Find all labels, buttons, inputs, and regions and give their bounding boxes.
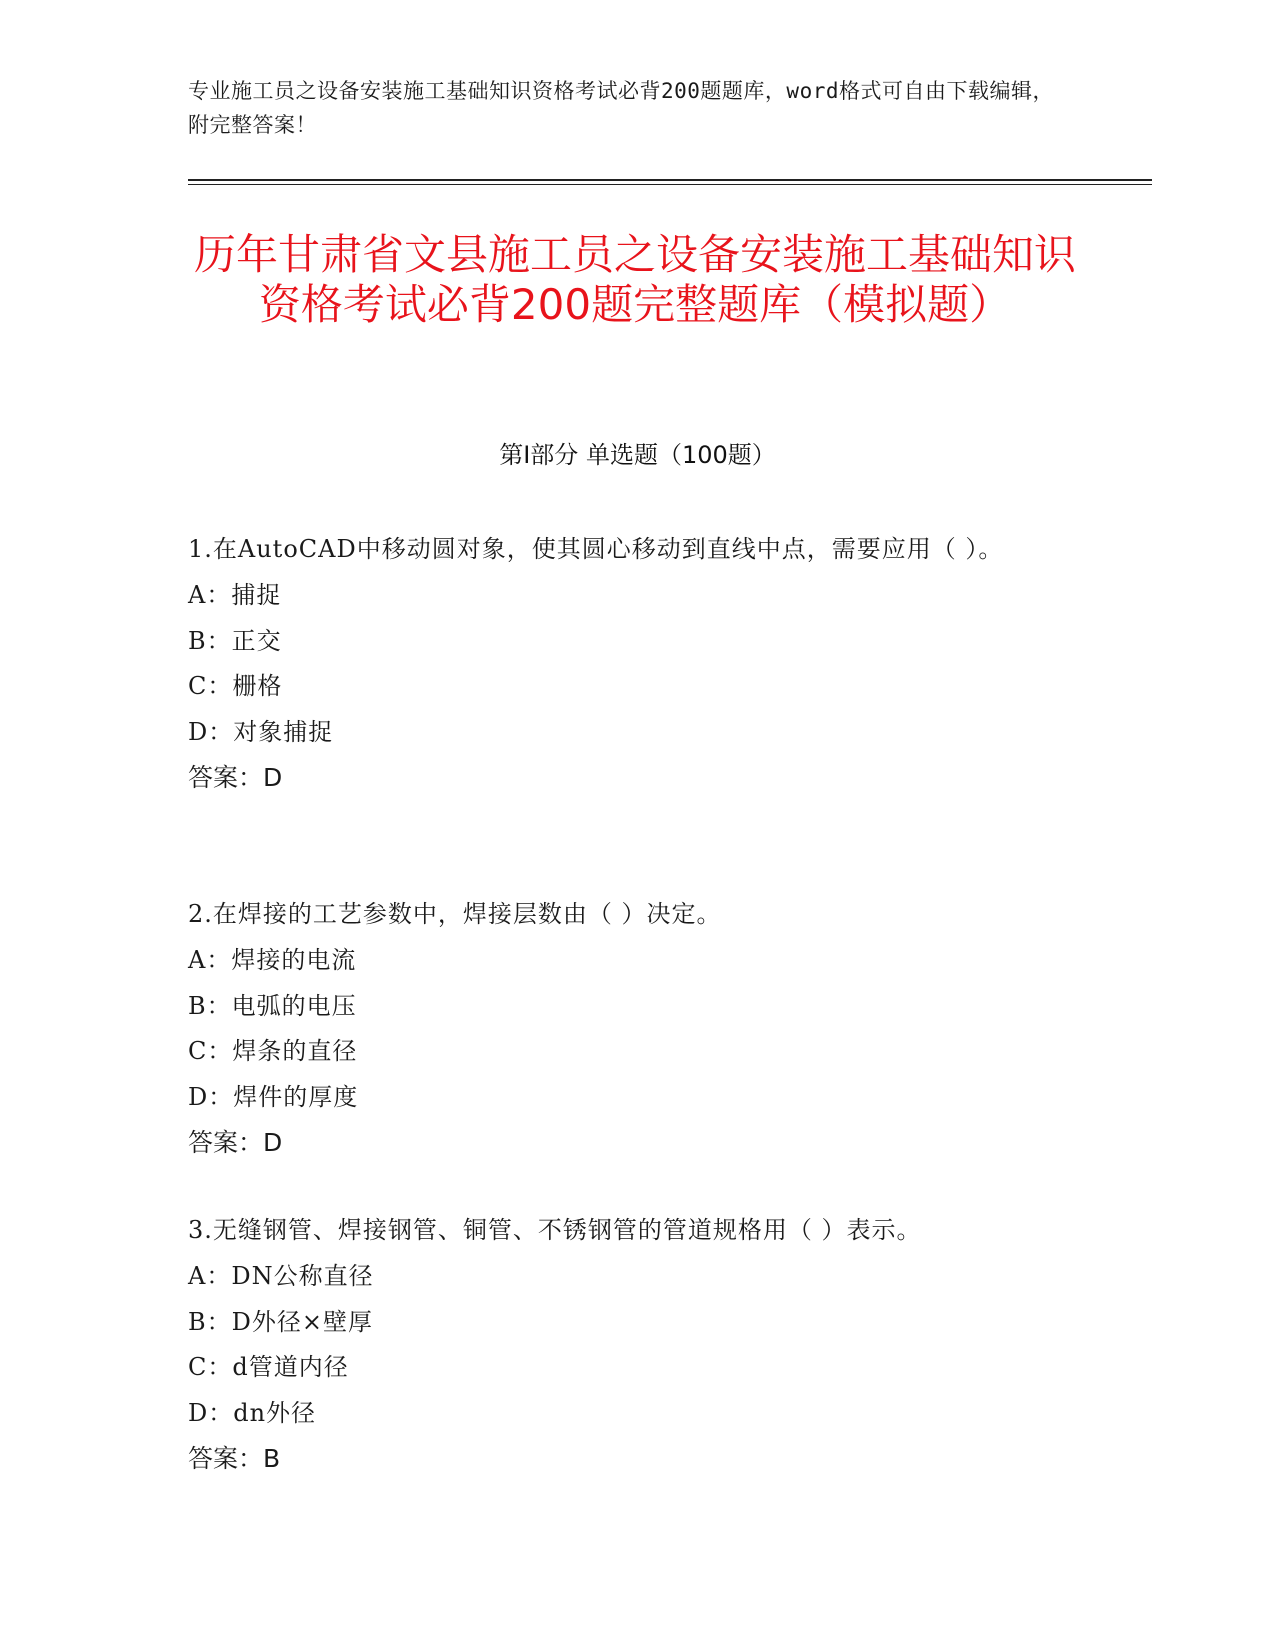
document-title: 历年甘肃省文县施工员之设备安装施工基础知识资格考试必背200题完整题库（模拟题）	[193, 230, 1076, 329]
option-d: D：dn外径	[188, 1398, 317, 1427]
intro-text: 专业施工员之设备安装施工基础知识资格考试必背200题题库，word格式可自由下载编辑，附完整答案！	[188, 79, 1054, 137]
option-c: C：d管道内径	[188, 1353, 349, 1381]
question-3	[188, 1207, 1088, 1481]
answer: 答案：D	[188, 763, 283, 792]
question-1	[188, 526, 1088, 800]
question-stem: 3.无缝钢管、焊接钢管、铜管、不锈钢管的管道规格用（ ）表示。	[188, 1216, 922, 1244]
question-stem: 1.在AutoCAD中移动圆对象，使其圆心移动到直线中点，需要应用（ ）。	[188, 535, 1004, 563]
option-a: A：焊接的电流	[188, 946, 357, 974]
answer: 答案：D	[188, 1128, 283, 1157]
option-d: D：对象捕捉	[188, 717, 334, 746]
option-c: C：栅格	[188, 672, 283, 700]
option-b: B：正交	[188, 626, 282, 655]
header-divider	[188, 179, 1152, 181]
section-heading: 第Ⅰ部分 单选题（100题）	[499, 441, 776, 469]
option-a: A：DN公称直径	[188, 1262, 374, 1290]
option-c: C：焊条的直径	[188, 1037, 358, 1065]
option-b: B：D外径×壁厚	[188, 1307, 373, 1336]
option-a: A：捕捉	[188, 581, 282, 609]
option-b: B：电弧的电压	[188, 991, 357, 1020]
answer: 答案：B	[188, 1444, 281, 1473]
question-stem: 2.在焊接的工艺参数中，焊接层数由（ ）决定。	[188, 900, 722, 928]
option-d: D：焊件的厚度	[188, 1082, 359, 1111]
header-divider-thin	[188, 184, 1152, 185]
question-2	[188, 891, 1088, 1165]
